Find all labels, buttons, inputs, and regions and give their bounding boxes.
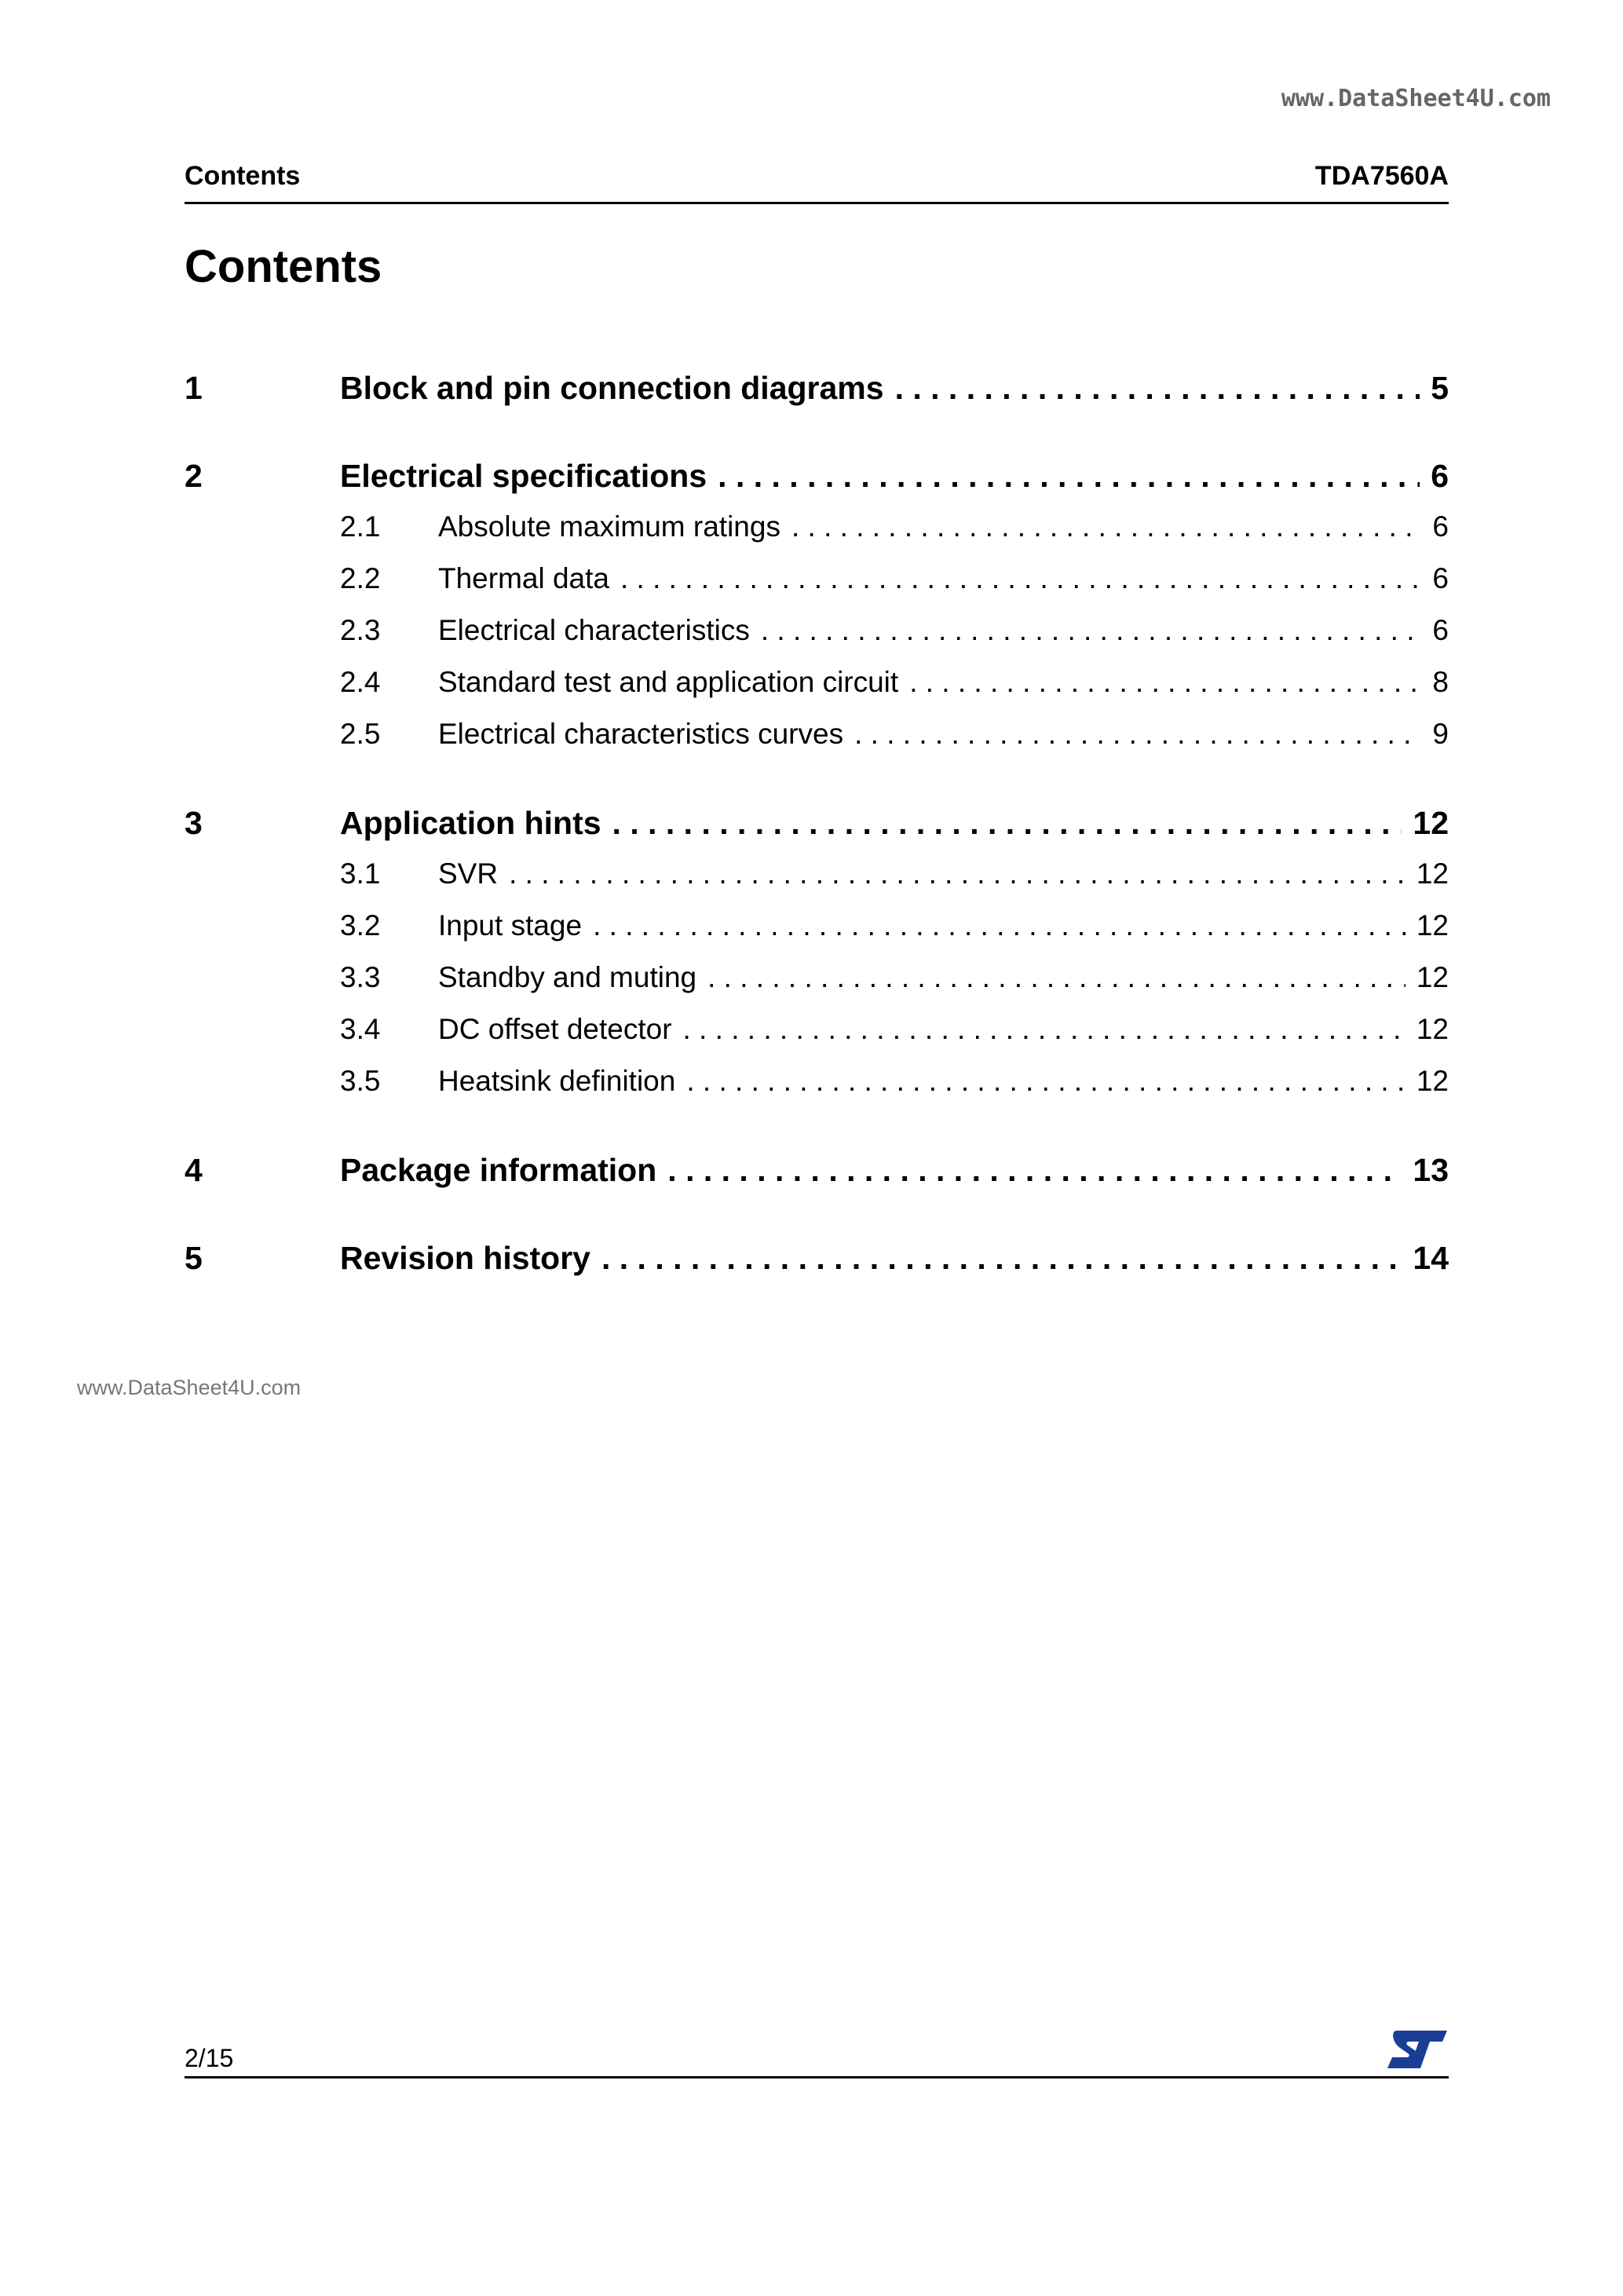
toc-chapter-1[interactable] — [185, 361, 1449, 449]
toc-section-number: 3.4 — [340, 1013, 381, 1045]
toc-dot-leader — [601, 1231, 1402, 1285]
toc-section-page: 8 — [1432, 666, 1449, 698]
toc-chapter-number: 3 — [185, 805, 203, 841]
toc-chapter-title: Revision history — [340, 1240, 590, 1276]
toc-section-title: Standard test and application circuit — [438, 666, 899, 698]
toc-section-3-1[interactable] — [185, 848, 1449, 900]
toc-section-page: 12 — [1416, 961, 1449, 993]
toc-section-number: 2.1 — [340, 510, 381, 543]
toc-section-page: 12 — [1416, 1013, 1449, 1045]
toc-dot-leader — [909, 656, 1421, 708]
watermark-mid: www.DataSheet4U.com — [77, 1376, 302, 1399]
toc-dot-leader — [895, 361, 1420, 415]
toc-chapter-page: 14 — [1413, 1240, 1449, 1276]
toc-section-number: 2.5 — [340, 718, 381, 750]
page-header — [185, 161, 1449, 204]
toc-dot-leader — [612, 796, 1402, 848]
toc-chapter-number: 1 — [185, 370, 203, 406]
watermark-top: www.DataSheet4U.com — [1281, 85, 1551, 112]
toc-chapter-page: 13 — [1413, 1152, 1449, 1188]
toc-dot-leader — [620, 553, 1421, 605]
toc-chapter-title: Electrical specifications — [340, 458, 707, 494]
toc-chapter-number: 5 — [185, 1240, 203, 1276]
toc-section-page: 6 — [1432, 562, 1449, 594]
toc-section-2-1[interactable] — [185, 501, 1449, 553]
toc-section-page: 12 — [1416, 1065, 1449, 1097]
toc-dot-leader — [683, 1004, 1406, 1055]
toc-section-title: SVR — [438, 857, 499, 890]
toc-section-3-4[interactable] — [185, 1004, 1449, 1055]
toc-section-number: 2.2 — [340, 562, 381, 594]
toc-section-title: DC offset detector — [438, 1013, 672, 1045]
toc-section-2-3[interactable] — [185, 605, 1449, 656]
st-logo-icon — [1386, 2029, 1449, 2070]
toc-section-title: Heatsink definition — [438, 1065, 676, 1097]
toc-section-number: 2.3 — [340, 614, 381, 646]
page-title: Contents — [185, 241, 382, 292]
toc-dot-leader — [761, 605, 1422, 656]
toc-section-title: Input stage — [438, 909, 583, 941]
toc-section-page: 9 — [1432, 718, 1449, 750]
toc-section-page: 12 — [1416, 909, 1449, 941]
toc-dot-leader — [509, 848, 1406, 900]
toc-dot-leader — [593, 900, 1406, 952]
toc-dot-leader — [667, 1143, 1402, 1197]
toc-section-title: Electrical characteristics — [438, 614, 750, 646]
toc-section-3-3[interactable] — [185, 952, 1449, 1004]
toc-chapter-page: 5 — [1431, 370, 1449, 406]
toc-chapter-2[interactable] — [185, 449, 1449, 501]
toc-section-number: 3.3 — [340, 961, 381, 993]
toc-chapter-page: 6 — [1431, 458, 1449, 494]
toc-section-title: Electrical characteristics curves — [438, 718, 844, 750]
toc-section-3-2[interactable] — [185, 900, 1449, 952]
header-part-number: TDA7560A — [1314, 161, 1449, 191]
toc-chapter-number: 2 — [185, 458, 203, 494]
toc-section-title: Thermal data — [438, 562, 609, 594]
header-section-label: Contents — [185, 161, 301, 191]
toc-section-number: 3.1 — [340, 857, 381, 890]
toc-chapter-title: Block and pin connection diagrams — [340, 370, 884, 406]
toc-section-number: 3.5 — [340, 1065, 381, 1097]
toc-chapter-5[interactable] — [185, 1231, 1449, 1319]
toc-section-number: 2.4 — [340, 666, 381, 698]
toc-dot-leader — [854, 708, 1421, 760]
toc-dot-leader — [791, 501, 1421, 553]
toc-chapter-number: 4 — [185, 1152, 203, 1188]
toc-dot-leader — [718, 449, 1420, 501]
table-of-contents — [185, 361, 1449, 1319]
toc-section-page: 12 — [1416, 857, 1449, 890]
toc-section-title: Standby and muting — [438, 961, 697, 993]
toc-section-2-4[interactable] — [185, 656, 1449, 708]
toc-section-page: 6 — [1432, 614, 1449, 646]
toc-chapter-title: Package information — [340, 1152, 657, 1188]
toc-section-3-5[interactable] — [185, 1055, 1449, 1143]
toc-section-title: Absolute maximum ratings — [438, 510, 780, 543]
toc-dot-leader — [686, 1055, 1406, 1107]
toc-section-number: 3.2 — [340, 909, 381, 941]
toc-section-2-5[interactable] — [185, 708, 1449, 796]
toc-section-page: 6 — [1432, 510, 1449, 543]
toc-chapter-page: 12 — [1413, 805, 1449, 841]
toc-dot-leader — [707, 952, 1406, 1004]
toc-chapter-3[interactable] — [185, 796, 1449, 848]
page-footer — [185, 2027, 1449, 2078]
toc-section-2-2[interactable] — [185, 553, 1449, 605]
toc-chapter-4[interactable] — [185, 1143, 1449, 1231]
footer-page-indicator: 2/15 — [185, 2044, 234, 2072]
toc-chapter-title: Application hints — [340, 805, 601, 841]
